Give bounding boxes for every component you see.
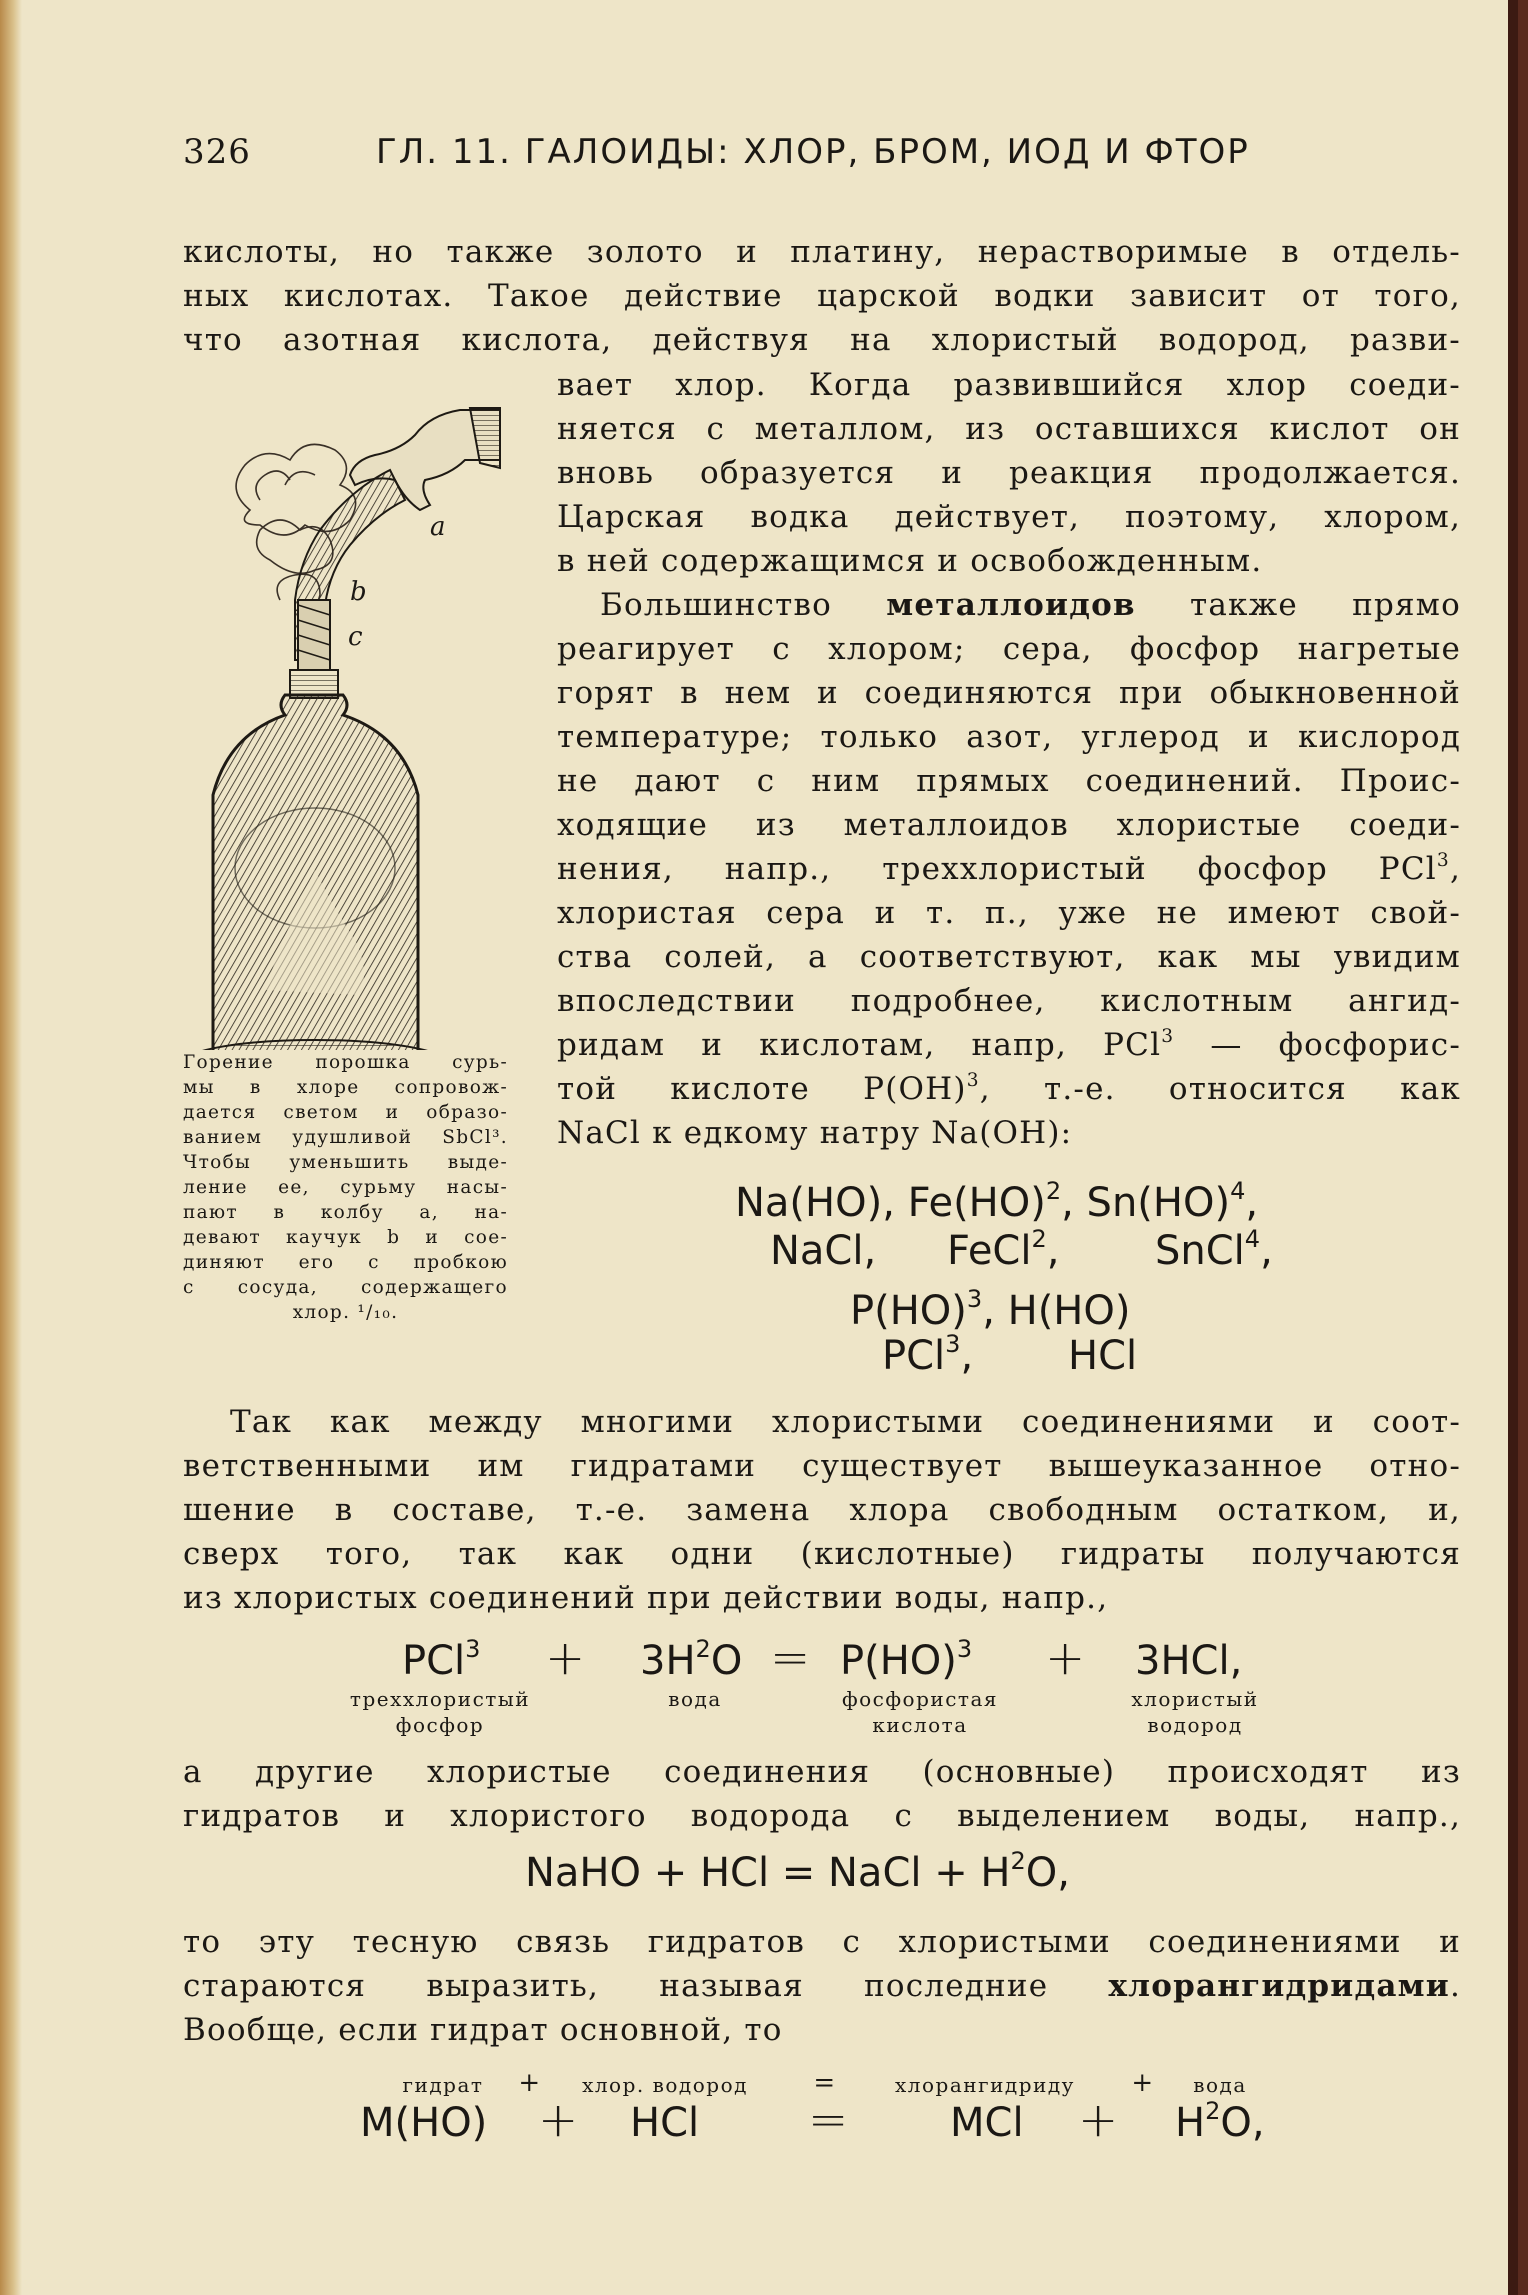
figure-caption: Горение порошка сурь- мы в хлоре сопровож- дается светом и образо- ванием удушливой SbCl³. Чтобы уменьшить выде- ление ее, сурьму насы- пают в колбу a, на- девают каучук b и сое- диняют его с пробкою c сосуда, содержащего хлор. ¹/₁₀. xyxy=(183,1052,508,1323)
running-head: ГЛ. 11. ГАЛОИДЫ: ХЛОР, БРОМ, ИОД И ФТОР xyxy=(376,132,1250,172)
antimony-chlorine-figure xyxy=(190,390,510,1050)
formula-acid-chlorides: PCl$^3$, xyxy=(882,1330,974,1379)
text-line: NaCl к едкому натру Na(OH): xyxy=(557,1115,1073,1151)
text-line: гидратов и хлористого водорода с выделением воды, напр., xyxy=(183,1798,1461,1834)
term-chloranhydrides: хлорангидридами xyxy=(1108,1968,1450,2004)
text-line: что азотная кислота, действуя на хлористый водород, разви- xyxy=(183,322,1461,358)
book-page: 326 ГЛ. 11. ГАЛОИДЫ: ХЛОР, БРОМ, ИОД И ФТОР кислоты, но также золото и платину, нерастворимые в отдель- ных кислотах. Такое действие царской водки зависит от того, что азотная кислота, действуя на хлористый водород, разви- a b c вает хлор. Когда развившийся хлор соеди- няется с металлом, из оставшихся кислот он вновь образуется и реакция продолжается. Царская водка действует, поэтому, хлором, в ней содержащимся и освобожденным. Большинство металлоидов также прямо реагирует с хлором; сера, фосфор нагретые горят в нем и соединяются при обыкновенной температуре; только азот, углерод и кислород не дают с ним прямых соединений. Проис- ходящие из металлоидов хлористые соеди- нения, напр., треххлористый фосфор PCl$^3$, хлористая сера и т. п., уже не имеют свой- ства солей, а соответствуют, как мы увидим впоследствии подробнее, кислотным ангид- ридам и кислотам, напр, PCl$^3$ — фосфорис- той кислоте P(OH)$^3$, т.-е. относится как NaCl к едкому натру Na(OH): Горение порошка сурь- мы в хлоре сопровож- дается светом и образо- ванием удушливой SbCl³. Чтобы уменьшить выде- ление ее, сурьму насы- пают в колбу a, на- девают каучук b и сое- диняют его с пробкою c сосуда, содержащего хлор. ¹/₁₀. Na(HO), Fe(HO)$^2$, Sn(HO)$^4$, NaCl, FeCl$^2$, SnCl$^4$, P(HO)$^3$, H(HO) PCl$^3$, HCl Так как между многими хлористыми соединениями и соот- ветственными им гидратами существует вышеуказанное отно- шение в составе, т.-е. замена хлора свободным остатком, и, сверх того, так как одни (кислотные) гидраты получаются из хлористых соединений при действии воды, напр., PCl$^3$ + $3H^2O$ = P(HO)$^3$ + 3HCl, треххлористый фосфор вода фосфористая кислота хлористый водород а другие хлористые соединения (основные) происходят из гидратов и хлористого водорода с выделением воды, напр., NaHO + HCl = NaCl + $H^2O$, то эту тесную связь гидратов с хлористыми соединениями и стараются выразить, называя последние хлорангидридами. Вообще, если гидрат основной, то гидрат + хлор. водород = хлорангидриду + вода M(HO) + HCl = MCl + $H^2O$, xyxy=(0,0,1518,2295)
text-line: в ней содержащимся и освобожденным. xyxy=(557,543,1263,579)
text-line: ридам и кислотам, напр, PCl$^3$ — фосфорис- xyxy=(557,1025,1461,1063)
figure-label-c: c xyxy=(348,622,363,652)
text-line: стараются выразить, называя последние хлорангидридами. xyxy=(183,1968,1461,2004)
page-edge xyxy=(1508,0,1518,2295)
paragraph-start: Большинство металлоидов также прямо xyxy=(600,587,1461,623)
text-line: нения, напр., треххлористый фосфор PCl$^3$, xyxy=(557,849,1461,887)
formula-acid-hydrates: P(HO)$^3$, H(HO) xyxy=(850,1285,1131,1334)
text-line: няется с металлом, из оставшихся кислот он xyxy=(557,411,1461,447)
text-line: ства солей, а соответствуют, как мы увидим xyxy=(557,939,1461,975)
page-number: 326 xyxy=(183,132,251,172)
text-line: температуре; только азот, углерод и кислород xyxy=(557,719,1461,755)
text-line: ветственными им гидратами существует вышеуказанное отно- xyxy=(183,1448,1461,1484)
text-line: реагирует с хлором; сера, фосфор нагретые xyxy=(557,631,1461,667)
term-metalloids: металлоидов xyxy=(886,587,1136,623)
text-line: Царская водка действует, поэтому, хлором, xyxy=(557,499,1461,535)
figure-label-b: b xyxy=(350,577,367,607)
text-line: сверх того, так как одни (кислотные) гидраты получаются xyxy=(183,1536,1461,1572)
formula-chlorides: FeCl$^2$, xyxy=(947,1225,1060,1274)
text-line: вает хлор. Когда развившийся хлор соеди- xyxy=(557,367,1461,403)
text-line: то эту тесную связь гидратов с хлористыми соединениями и xyxy=(183,1924,1461,1960)
text-line: Так как между многими хлористыми соединениями и соот- xyxy=(230,1404,1461,1440)
glass-jar xyxy=(190,695,445,1050)
text-line: не дают с ним прямых соединений. Проис- xyxy=(557,763,1461,799)
text-line: а другие хлористые соединения (основные) происходят из xyxy=(183,1754,1461,1790)
text-line: ходящие из металлоидов хлористые соеди- xyxy=(557,807,1461,843)
binding-edge xyxy=(0,0,22,2295)
text-line: горят в нем и соединяются при обыкновенной xyxy=(557,675,1461,711)
text-line: кислоты, но также золото и платину, нерастворимые в отдель- xyxy=(183,234,1461,270)
text-line: из хлористых соединений при действии воды, напр., xyxy=(183,1580,1109,1616)
text-line: той кислоте P(OH)$^3$, т.-е. относится как xyxy=(557,1069,1461,1107)
formula-hydrates: Na(HO), Fe(HO)$^2$, Sn(HO)$^4$, xyxy=(735,1177,1259,1226)
text-line: ных кислотах. Такое действие царской водки зависит от того, xyxy=(183,278,1461,314)
equation-neutralization: NaHO + HCl = NaCl + $H^2O$, xyxy=(525,1847,1070,1896)
text-line: хлористая сера и т. п., уже не имеют свой- xyxy=(557,895,1461,931)
text-line: Вообще, если гидрат основной, то xyxy=(183,2012,783,2048)
formula-chlorides: SnCl$^4$, xyxy=(1155,1225,1273,1274)
text-line: вновь образуется и реакция продолжается. xyxy=(557,455,1461,491)
figure-label-a: a xyxy=(430,512,446,542)
text-line: шение в составе, т.-е. замена хлора свободным остатком, и, xyxy=(183,1492,1461,1528)
formula-chlorides: NaCl, xyxy=(770,1228,877,1274)
formula-acid-chlorides: HCl xyxy=(1068,1333,1138,1379)
text-line: впоследствии подробнее, кислотным ангид- xyxy=(557,983,1461,1019)
